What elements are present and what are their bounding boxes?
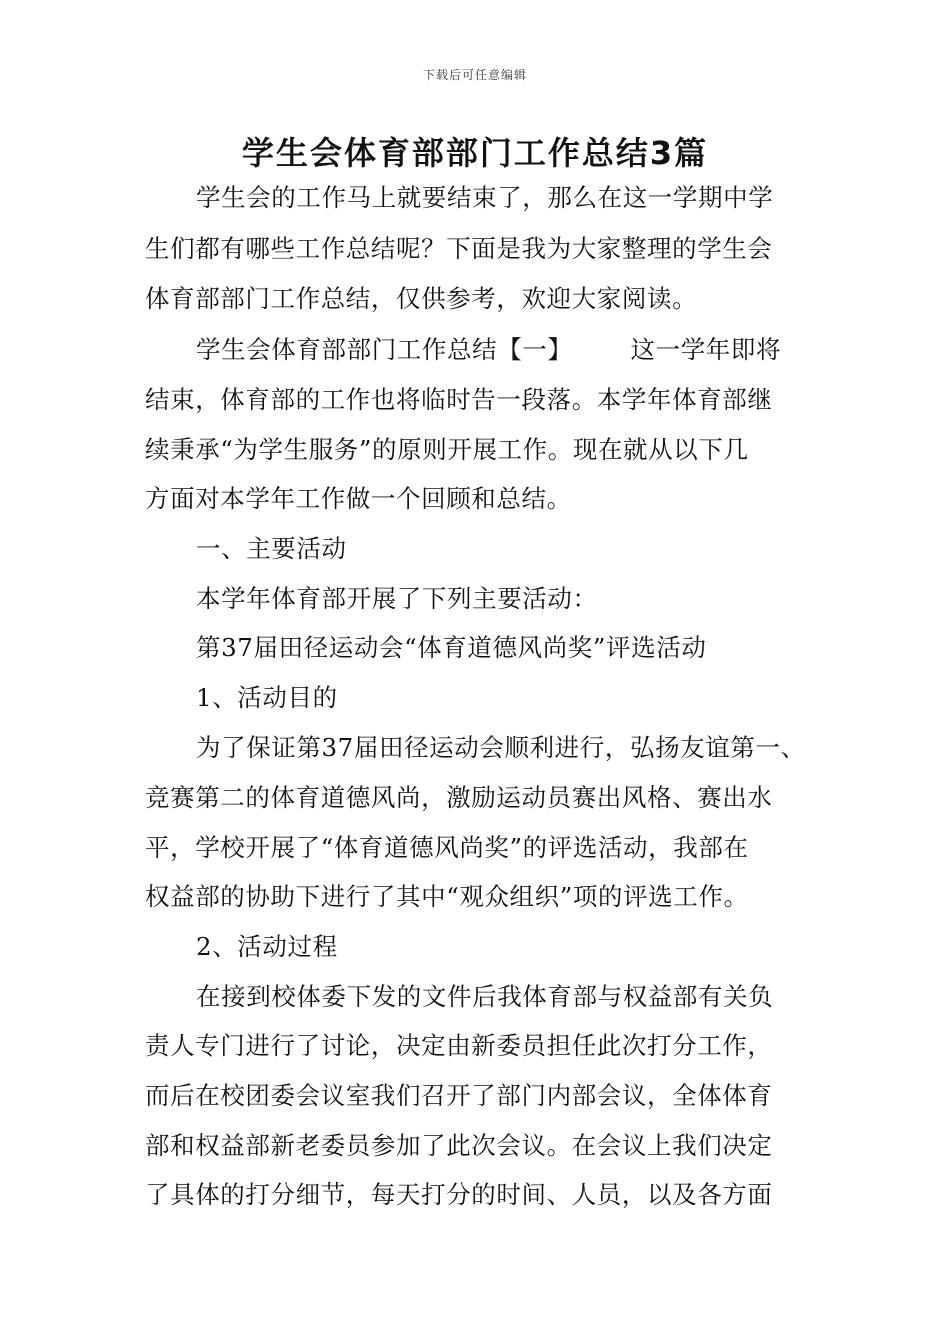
body-line: 而后在校团委会议室我们召开了部门内部会议，全体体育 xyxy=(145,1081,773,1110)
body-line: 部和权益部新老委员参加了此次会议。在会议上我们决定 xyxy=(145,1131,773,1160)
body-line: 权益部的协助下进行了其中“观众组织”项的评选工作。 xyxy=(145,882,749,911)
body-line: 2、活动过程 xyxy=(196,932,338,961)
body-line: 生们都有哪些工作总结呢？下面是我为大家整理的学生会 xyxy=(145,234,773,263)
body-line: 了具体的打分细节，每天打分的时间、人员，以及各方面 xyxy=(145,1180,773,1209)
body-line: 本学年体育部开展了下列主要活动： xyxy=(196,584,598,613)
body-line: 1、活动目的 xyxy=(196,683,338,712)
body-line: 体育部部门工作总结，仅供参考，欢迎大家阅读。 xyxy=(145,284,698,313)
document-title: 学生会体育部部门工作总结3篇 xyxy=(241,134,709,172)
body-line: 竞赛第二的体育道德风尚，激励运动员赛出风格、赛出水 xyxy=(145,783,773,812)
body-line: 第37届田径运动会“体育道德风尚奖”评选活动 xyxy=(196,633,707,662)
section-heading-line xyxy=(196,335,781,365)
body-line: 平，学校开展了“体育道德风尚奖”的评选活动，我部在 xyxy=(145,833,749,862)
body-line: 责人专门进行了讨论，决定由新委员担任此次打分工作， xyxy=(145,1031,773,1060)
body-line: 学生会的工作马上就要结束了，那么在这一学期中学 xyxy=(196,183,774,212)
body-line: 结束，体育部的工作也将临时告一段落。本学年体育部继 xyxy=(145,385,773,414)
body-line: 为了保证第37届田径运动会顺利进行，弘扬友谊第一、 xyxy=(196,733,806,762)
header-note: 下载后可任意编辑 xyxy=(422,68,527,82)
body-line: 一、主要活动 xyxy=(196,534,347,563)
body-line: 续秉承“为学生服务”的原则开展工作。现在就从以下几 xyxy=(145,435,749,464)
section-heading: 学生会体育部部门工作总结【一】 xyxy=(196,335,573,364)
body-line: 方面对本学年工作做一个回顾和总结。 xyxy=(145,484,572,513)
body-text: 这一学年即将 xyxy=(630,335,782,364)
body-line: 在接到校体委下发的文件后我体育部与权益部有关负 xyxy=(196,982,774,1011)
